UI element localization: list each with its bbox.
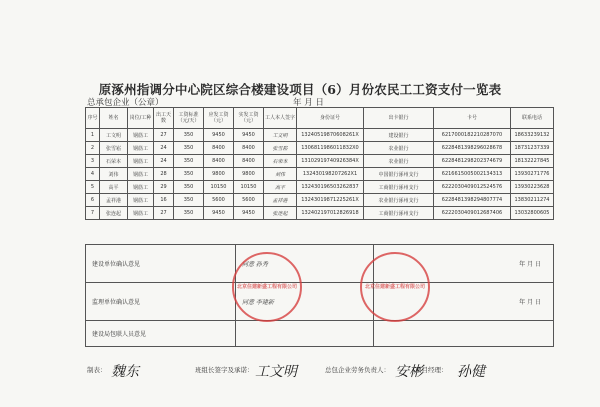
cell-card: 6228481398294807774 <box>434 194 511 207</box>
cell-signature: 高平 <box>264 181 297 194</box>
stamp-text: 北京住建新盛工程有限公司 <box>236 284 297 290</box>
header-cell: 工人本人签字 <box>264 108 297 129</box>
document-title: 原涿州指调分中心院区综合楼建设项目（6）月份农民工工资支付一览表 <box>98 82 502 97</box>
cell-bank: 工商银行涿州支行 <box>364 207 434 220</box>
company-seal-stamp <box>232 252 302 322</box>
table-row <box>86 207 554 220</box>
header-cell: 序号 <box>86 108 100 129</box>
cell-due: 9450 <box>204 129 234 142</box>
cell-due: 9450 <box>204 207 234 220</box>
cell-id: 13243019871225261X <box>297 194 364 207</box>
cell-due: 10150 <box>204 181 234 194</box>
cell-trade: 钢筋工 <box>128 194 154 207</box>
approval-date: 年 月 日 <box>374 283 554 321</box>
header-cell: 实发工资（元） <box>234 108 264 129</box>
cell-paid: 9450 <box>234 129 264 142</box>
cell-bank: 农业银行 <box>364 142 434 155</box>
maker-label: 制表： <box>87 366 107 374</box>
cell-due: 8400 <box>204 155 234 168</box>
cell-rate: 350 <box>174 194 204 207</box>
cell-card: 6216615005002134313 <box>434 168 511 181</box>
cell-due: 8400 <box>204 142 234 155</box>
cell-due: 5600 <box>204 194 234 207</box>
table-row <box>86 155 554 168</box>
cell-phone: 18633239132 <box>511 129 554 142</box>
cell-name: 刘伟 <box>100 168 128 181</box>
table-row <box>86 129 554 142</box>
header-cell: 身份证号 <box>297 108 364 129</box>
cell-paid: 5600 <box>234 194 264 207</box>
cell-days: 28 <box>154 168 174 181</box>
cell-phone: 13032800605 <box>511 207 554 220</box>
cell-signature: 张雪崧 <box>264 142 297 155</box>
cell-name: 张连起 <box>100 207 128 220</box>
approval-signature: 同意 李建新 <box>236 283 374 321</box>
approval-row <box>86 283 554 321</box>
cell-signature: 刘伟 <box>264 168 297 181</box>
cell-name: 工文明 <box>100 129 128 142</box>
cell-trade: 钢筋工 <box>128 142 154 155</box>
cell-card: 6222030409012524576 <box>434 181 511 194</box>
cell-bank: 中国银行涿州支行 <box>364 168 434 181</box>
header-cell: 姓名 <box>100 108 128 129</box>
cell-days: 24 <box>154 155 174 168</box>
cell-trade: 钢筋工 <box>128 168 154 181</box>
cell-card: 6217000182210287070 <box>434 129 511 142</box>
cell-signature: 石荣本 <box>264 155 297 168</box>
cell-name: 高平 <box>100 181 128 194</box>
table-row <box>86 142 554 155</box>
cell-rate: 350 <box>174 142 204 155</box>
approval-date: 年 月 日 <box>374 245 554 283</box>
cell-due: 9800 <box>204 168 234 181</box>
approval-date <box>374 321 554 347</box>
approval-label: 监理单位确认意见 <box>86 283 236 321</box>
cell-no: 4 <box>86 168 100 181</box>
wage-table <box>85 107 554 220</box>
cell-card: 6228481298202374679 <box>434 155 511 168</box>
maker-signature: 魏东 <box>111 364 139 380</box>
approval-signature <box>236 321 374 347</box>
cell-card: 6222030409012687406 <box>434 207 511 220</box>
stamp-text: 北京住建新盛工程有限公司 <box>364 284 425 290</box>
header-cell: 出卡银行 <box>364 108 434 129</box>
leader-signature: 工文明 <box>255 364 297 380</box>
cell-days: 24 <box>154 142 174 155</box>
cell-paid: 9450 <box>234 207 264 220</box>
cell-signature: 孟祥港 <box>264 194 297 207</box>
cell-paid: 9800 <box>234 168 264 181</box>
cell-id: 132430198207262X1 <box>297 168 364 181</box>
table-row <box>86 181 554 194</box>
cell-name: 孟祥港 <box>100 194 128 207</box>
cell-phone: 13830211274 <box>511 194 554 207</box>
cell-rate: 350 <box>174 129 204 142</box>
header-cell: 岗位/工种 <box>128 108 154 129</box>
header-cell: 出工天数 <box>154 108 174 129</box>
cell-signature: 工文明 <box>264 129 297 142</box>
cell-no: 5 <box>86 181 100 194</box>
leader-label: 班组长签字及承诺： <box>195 366 254 374</box>
table-row <box>86 194 554 207</box>
cell-id: 13240519870608261X <box>297 129 364 142</box>
finance-signature: 安彬 <box>395 364 423 380</box>
table-row <box>86 168 554 181</box>
cell-phone: 13930271776 <box>511 168 554 181</box>
cell-paid: 8400 <box>234 155 264 168</box>
cell-trade: 钢筋工 <box>128 181 154 194</box>
approval-row <box>86 245 554 283</box>
cell-trade: 钢筋工 <box>128 155 154 168</box>
approval-label: 建设单位确认意见 <box>86 245 236 283</box>
cell-trade: 钢筋工 <box>128 129 154 142</box>
cell-days: 27 <box>154 129 174 142</box>
cell-name: 石荣本 <box>100 155 128 168</box>
cell-days: 27 <box>154 207 174 220</box>
cell-rate: 350 <box>174 207 204 220</box>
cell-id: 1306811986011832X0 <box>297 142 364 155</box>
cell-no: 3 <box>86 155 100 168</box>
cell-bank: 建设银行 <box>364 129 434 142</box>
cell-rate: 350 <box>174 181 204 194</box>
cell-rate: 350 <box>174 168 204 181</box>
pm-label: 项目经理： <box>415 366 448 374</box>
cell-phone: 18132227845 <box>511 155 554 168</box>
pm-signature: 孙健 <box>457 364 485 380</box>
cell-bank: 农业银行涿州支行 <box>364 194 434 207</box>
employer-label: 总承包企业（公章） <box>87 98 164 108</box>
approval-label: 建设局包联人员意见 <box>86 321 236 347</box>
cell-days: 29 <box>154 181 174 194</box>
cell-no: 6 <box>86 194 100 207</box>
cell-id: 132430196503262837 <box>297 181 364 194</box>
cell-phone: 13930223628 <box>511 181 554 194</box>
cell-no: 1 <box>86 129 100 142</box>
cell-id: 13102919740926384X <box>297 155 364 168</box>
header-cell: 卡号 <box>434 108 511 129</box>
company-seal-stamp <box>360 252 430 322</box>
header-cell: 联系电话 <box>511 108 554 129</box>
cell-bank: 工商银行涿州支行 <box>364 181 434 194</box>
cell-no: 7 <box>86 207 100 220</box>
date-header: 年 月 日 <box>293 98 324 108</box>
cell-bank: 农业银行 <box>364 155 434 168</box>
cell-rate: 350 <box>174 155 204 168</box>
cell-card: 6228481398296028678 <box>434 142 511 155</box>
header-cell: 应发工资（元） <box>204 108 234 129</box>
table-header-row <box>86 108 554 129</box>
cell-paid: 10150 <box>234 181 264 194</box>
cell-no: 2 <box>86 142 100 155</box>
cell-id: 132402197012826918 <box>297 207 364 220</box>
cell-phone: 18731237339 <box>511 142 554 155</box>
approval-signature: 同意 孙秀 <box>236 245 374 283</box>
cell-days: 16 <box>154 194 174 207</box>
approval-table <box>85 244 554 347</box>
cell-paid: 8400 <box>234 142 264 155</box>
cell-trade: 钢筋工 <box>128 207 154 220</box>
header-cell: 工资标准（元/天） <box>174 108 204 129</box>
approval-row <box>86 321 554 347</box>
cell-name: 张雪崧 <box>100 142 128 155</box>
finance-label: 总包企业劳务负责人： <box>325 366 390 374</box>
cell-signature: 张连起 <box>264 207 297 220</box>
